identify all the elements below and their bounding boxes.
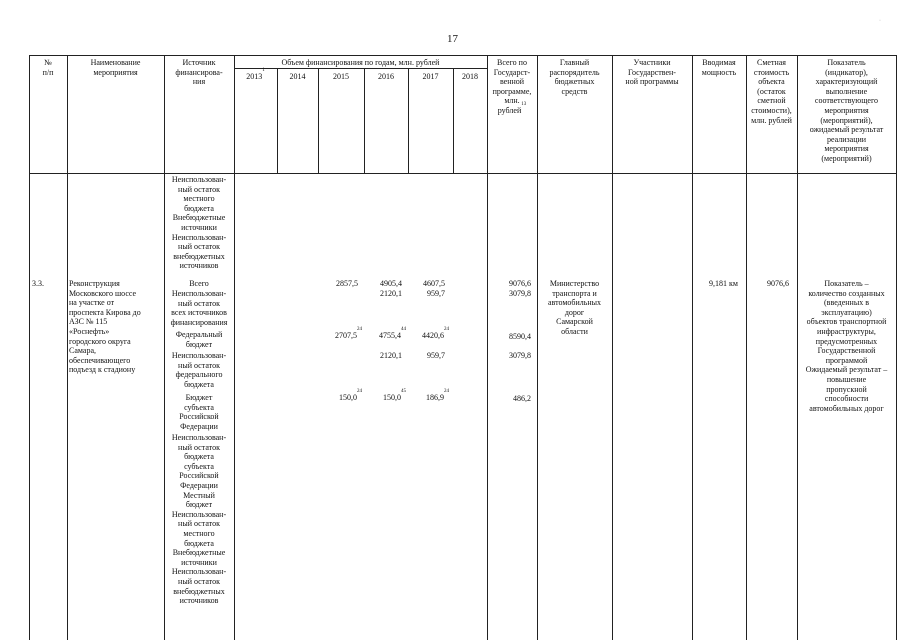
cell-total: 9076,6: [509, 279, 531, 288]
header-total: Всего по Государст- венной программе, млн. рублей$^{13}$: [492, 58, 532, 115]
trailing-sources: Неиспользован- ный остаток бюджета субъекта Российской Федерации Местный бюджет Неиспользован- ный остаток местного бюджета Внебюджетные источники Неиспользован- ный остаток внебюджетных источников: [171, 433, 227, 606]
col-border: [487, 55, 488, 640]
table-top-border: [29, 55, 896, 56]
header-year: 2016: [378, 72, 394, 81]
page-number: 17: [447, 33, 458, 45]
cell-2015: 150,0$^{24}$: [339, 389, 362, 402]
source-label: Неиспользован- ный остаток федерального бюджета: [171, 351, 227, 389]
col-border: [29, 55, 30, 640]
cell-total: 8590,4: [509, 332, 531, 341]
corner-mark: ·: [879, 18, 881, 24]
item-indicator: Показатель – количество созданных (введенных в эксплуатацию) объектов транспортной инфраструктуры, предусмотренных Государственной программой Ожидаемый результат – повышение пропускной способности автомобильных дорог: [805, 279, 888, 413]
cell-2017: 4420,6$^{24}$: [422, 327, 449, 340]
cell-2015: 2707,5$^{24}$: [335, 327, 362, 340]
year-col-border: [318, 68, 319, 173]
col-border: [234, 55, 235, 640]
cell-2016: 4905,4: [380, 279, 402, 288]
year-col-border: [408, 68, 409, 173]
source-label: Всего: [189, 279, 209, 288]
col-border: [612, 55, 613, 640]
item-name: Реконструкция Московского шоссе на участке от проспекта Кирова до АЗС № 115 «Роснефть» городского округа Самара, обеспечивающего подъезд к стадиону: [69, 279, 141, 375]
col-border: [896, 55, 897, 640]
year-subheader-border: [234, 68, 487, 69]
cell-2017: 4607,5: [423, 279, 445, 288]
col-border: [746, 55, 747, 640]
cell-2016: 4755,4$^{44}$: [379, 327, 406, 340]
carryover-sources: Неиспользован- ный остаток местного бюджета Внебюджетные источники Неиспользован- ный остаток внебюджетных источников: [171, 175, 227, 271]
header-year: 2017: [422, 72, 439, 81]
item-manager: Министерство транспорта и автомобильных дорог Самарской области: [547, 279, 602, 336]
header-year: 2015: [333, 72, 349, 81]
year-col-border: [364, 68, 365, 173]
year-col-border: [453, 68, 454, 173]
cell-2016: 2120,1: [380, 289, 402, 298]
cell-2017: 959,7: [427, 289, 445, 298]
cell-2017: 186,9$^{24}$: [426, 389, 449, 402]
header-volume-title: Объем финансирования по годам, млн. рублей: [281, 58, 440, 67]
header-bottom-border: [29, 173, 896, 174]
item-capacity: 9,181 км: [709, 279, 738, 288]
item-number: 3.3.: [32, 279, 44, 288]
header-source: Источник финансирова- ния: [175, 58, 223, 87]
source-label: Неиспользован- ный остаток всех источников финансирования: [170, 289, 228, 327]
cell-total: 486,2: [513, 394, 531, 403]
header-num: № п/п: [42, 58, 54, 77]
header-year: 2014: [289, 72, 306, 81]
source-label: Федеральный бюджет: [175, 330, 223, 349]
header-participants: Участники Государствен- ной программы: [625, 58, 679, 87]
cell-2016: 150,0$^{45}$: [383, 389, 406, 402]
header-estimate: Сметная стоимость объекта (остаток сметной стоимости), млн. рублей: [751, 58, 792, 125]
cell-2017: 959,7: [427, 351, 445, 360]
header-name: Наименование мероприятия: [90, 58, 141, 77]
header-year: 2013$^1$: [246, 68, 265, 81]
header-indicator: Показатель (индикатор), характеризующий выполнение соответствующего мероприятия (мероприятий), ожидаемый результат реализации мероприятия (мероприятий): [809, 58, 884, 163]
cell-2016: 2120,1: [380, 351, 402, 360]
header-capacity: Вводимая мощность: [701, 58, 737, 77]
header-year: 2018: [462, 72, 478, 81]
year-col-border: [277, 68, 278, 173]
cell-2015: 2857,5: [336, 279, 358, 288]
col-border: [537, 55, 538, 640]
header-manager: Главный распорядитель бюджетных средств: [549, 58, 600, 96]
item-estimate: 9076,6: [767, 279, 789, 288]
cell-total: 3079,8: [509, 351, 531, 360]
source-label: Бюджет субъекта Российской Федерации: [179, 393, 219, 431]
col-border: [67, 55, 68, 640]
col-border: [692, 55, 693, 640]
cell-total: 3079,8: [509, 289, 531, 298]
